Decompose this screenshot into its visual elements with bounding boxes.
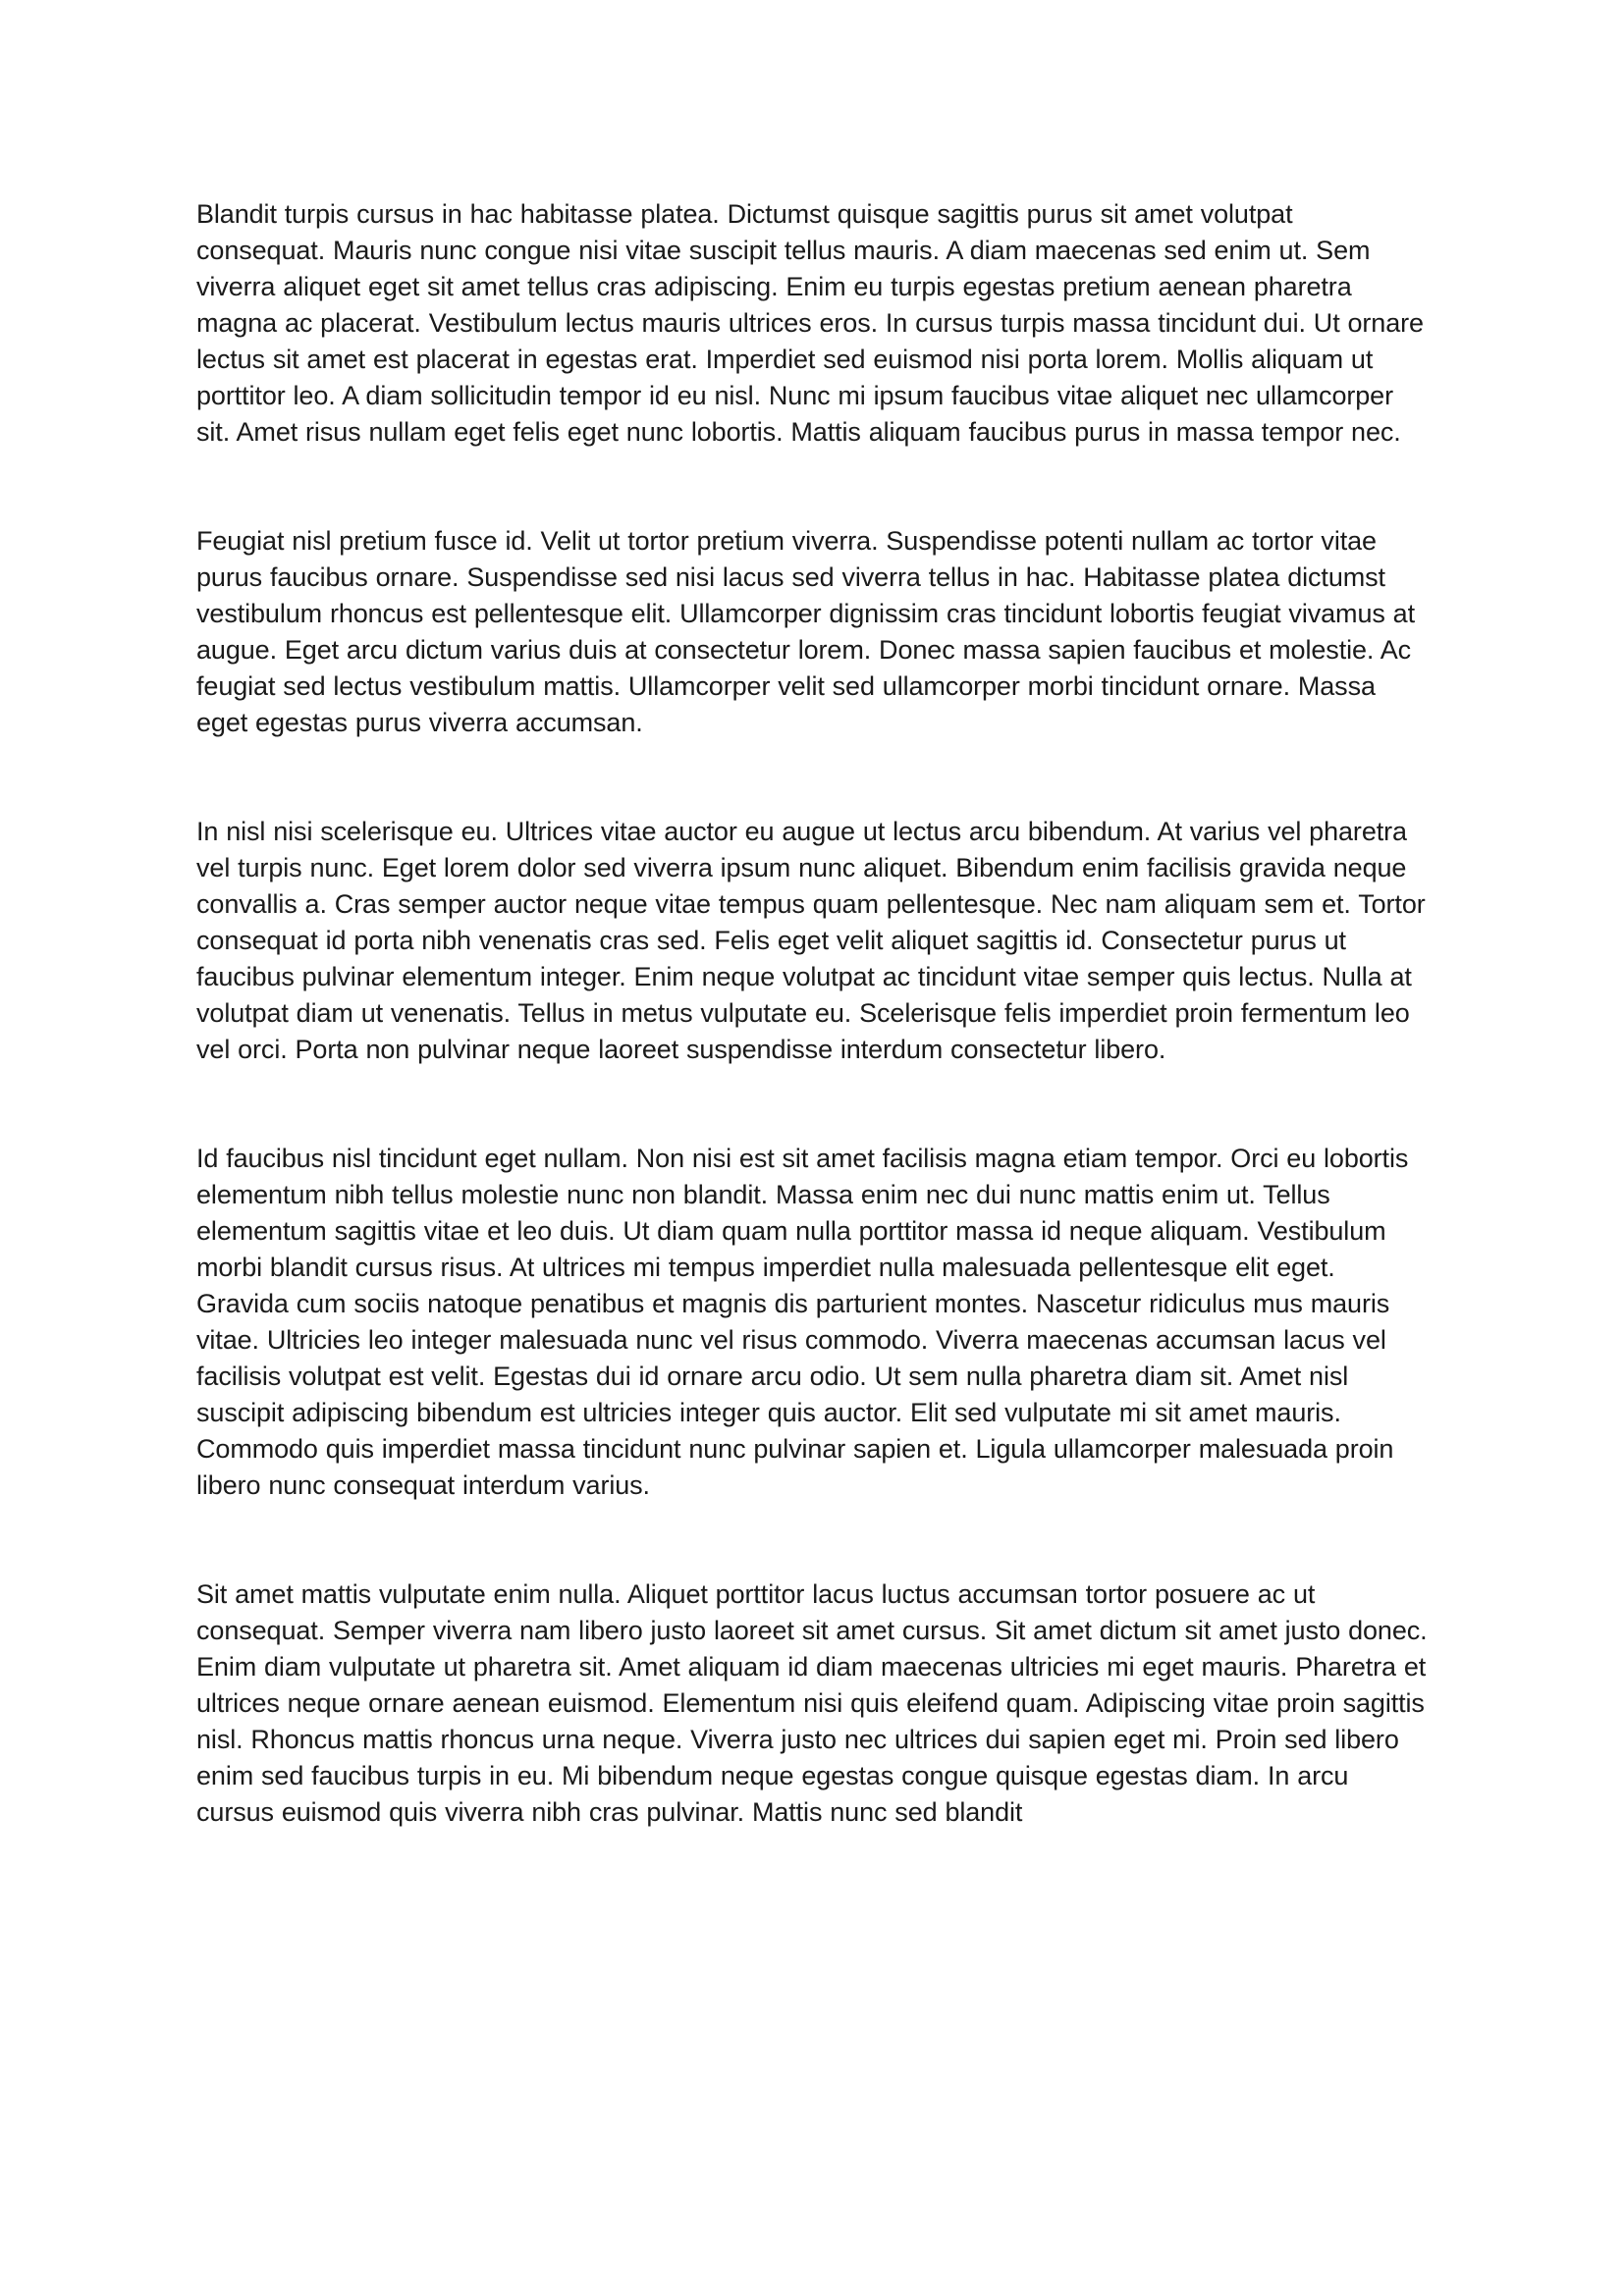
paragraph-3: In nisl nisi scelerisque eu. Ultrices vitae auctor eu augue ut lectus arcu bibendum. At varius vel pharetra vel turpis nunc. Eget lorem dolor sed viverra ipsum nunc aliquet. Bibendum enim facilisis gravida neque convallis a. Cras semper auctor neque vitae tempus quam pellentesque. Nec nam aliquam sem et. Tortor consequat id porta nibh venenatis cras sed. Felis eget velit aliquet sagittis id. Consectetur purus ut faucibus pulvinar elementum integer. Enim neque volutpat ac tincidunt vitae semper quis lectus. Nulla at volutpat diam ut venenatis. Tellus in metus vulputate eu. Scelerisque felis imperdiet proin fermentum leo vel orci. Porta non pulvinar neque laoreet suspendisse interdum consectetur libero. (196, 817, 1426, 1064)
paragraph-5: Sit amet mattis vulputate enim nulla. Aliquet porttitor lacus luctus accumsan tortor posuere ac ut consequat. Semper viverra nam libero justo laoreet sit amet cursus. Sit amet dictum sit amet justo donec. Enim diam vulputate ut pharetra sit. Amet aliquam id diam maecenas ultricies mi eget mauris. Pharetra et ultrices neque ornare aenean euismod. Elementum nisi quis eleifend quam. Adipiscing vitae proin sagittis nisl. Rhoncus mattis rhoncus urna neque. Viverra justo nec ultrices dui sapien eget mi. Proin sed libero enim sed faucibus turpis in eu. Mi bibendum neque egestas congue quisque egestas diam. In arcu cursus euismod quis viverra nibh cras pulvinar. Mattis nunc sed blandit (196, 1579, 1428, 1827)
paragraph-2: Feugiat nisl pretium fusce id. Velit ut tortor pretium viverra. Suspendisse potenti nullam ac tortor vitae purus faucibus ornare. Suspendisse sed nisi lacus sed viverra tellus in hac. Habitasse platea dictumst vestibulum rhoncus est pellentesque elit. Ullamcorper dignissim cras tincidunt lobortis feugiat vivamus at augue. Eget arcu dictum varius duis at consectetur lorem. Donec massa sapien faucibus et molestie. Ac feugiat sed lectus vestibulum mattis. Ullamcorper velit sed ullamcorper morbi tincidunt ornare. Massa eget egestas purus viverra accumsan. (196, 526, 1415, 737)
paragraph-1: Blandit turpis cursus in hac habitasse platea. Dictumst quisque sagittis purus sit amet volutpat consequat. Mauris nunc congue nisi vitae suscipit tellus mauris. A diam maecenas sed enim ut. Sem viverra aliquet eget sit amet tellus cras adipiscing. Enim eu turpis egestas pretium aenean pharetra magna ac placerat. Vestibulum lectus mauris ultrices eros. In cursus turpis massa tincidunt dui. Ut ornare lectus sit amet est placerat in egestas erat. Imperdiet sed euismod nisi porta lorem. Mollis aliquam ut porttitor leo. A diam sollicitudin tempor id eu nisl. Nunc mi ipsum faucibus vitae aliquet nec ullamcorper sit. Amet risus nullam eget felis eget nunc lobortis. Mattis aliquam faucibus purus in massa tempor nec. (196, 199, 1424, 447)
paragraph-4: Id faucibus nisl tincidunt eget nullam. Non nisi est sit amet facilisis magna etiam tempor. Orci eu lobortis elementum nibh tellus molestie nunc non blandit. Massa enim nec dui nunc mattis enim ut. Tellus elementum sagittis vitae et leo duis. Ut diam quam nulla porttitor massa id neque aliquam. Vestibulum morbi blandit cursus risus. At ultrices mi tempus imperdiet nulla malesuada pellentesque elit eget. Gravida cum sociis natoque penatibus et magnis dis parturient montes. Nascetur ridiculus mus mauris vitae. Ultricies leo integer malesuada nunc vel risus commodo. Viverra maecenas accumsan lacus vel facilisis volutpat est velit. Egestas dui id ornare arcu odio. Ut sem nulla pharetra diam sit. Amet nisl suscipit adipiscing bibendum est ultricies integer quis auctor. Elit sed vulputate mi sit amet mauris. Commodo quis imperdiet massa tincidunt nunc pulvinar sapien et. Ligula ullamcorper malesuada proin libero nunc consequat interdum varius. (196, 1144, 1409, 1500)
